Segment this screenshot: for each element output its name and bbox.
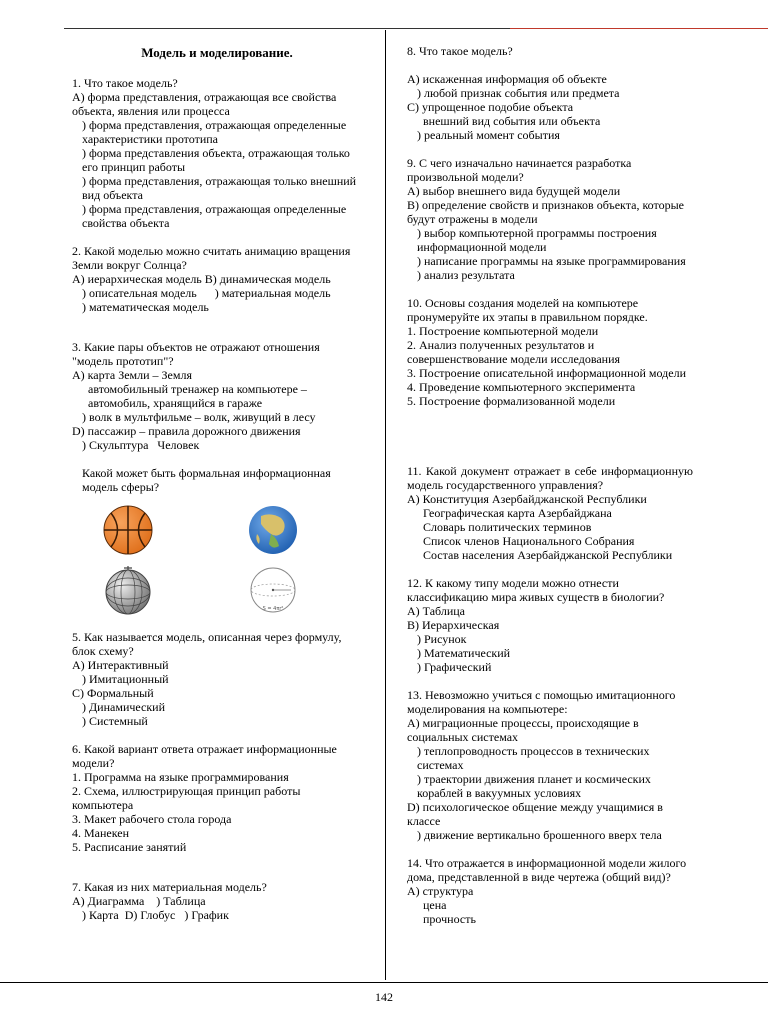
- answer-option: ) Имитационный: [82, 672, 169, 686]
- answer-option: ) описательная модель ) материальная модель: [82, 286, 331, 300]
- answer-option: ) написание программы на языке программирования: [417, 254, 686, 268]
- answer-option: C) упрощенное подобие объекта: [407, 100, 574, 114]
- right-column: [407, 44, 696, 940]
- answer-option: B) Иерархическая: [407, 618, 500, 632]
- answer-option: 5. Расписание занятий: [72, 840, 187, 854]
- question-block: [407, 856, 693, 926]
- earth-globe-image: [247, 504, 299, 556]
- question-text: 12. К какому типу модели можно отнести классификацию мира живых существ в биологии?: [407, 576, 665, 604]
- answer-option: ) реальный момент события: [417, 128, 560, 142]
- answer-option: А) Диаграмма ) Таблица: [72, 894, 206, 908]
- answer-option: 1. Программа на языке программирования: [72, 770, 289, 784]
- answer-option: 4. Манекен: [72, 826, 130, 840]
- answer-option: 3. Построение описательной информационной модели: [407, 366, 687, 380]
- question-text: 14. Что отражается в информационной модели жилого дома, представленной в виде чертежа (общий вид)?: [407, 856, 690, 884]
- answer-option: ) Рисунок: [417, 632, 467, 646]
- answer-option: D) психологическое общение между учащимися в классе: [407, 800, 666, 828]
- answer-option: прочность: [423, 912, 476, 926]
- answer-option: А) структура: [407, 884, 474, 898]
- basketball-image: [102, 504, 154, 556]
- answer-option: 2. Схема, иллюстрирующая принцип работы компьютера: [72, 784, 304, 812]
- answer-option: ) анализ результата: [417, 268, 515, 282]
- answer-option: ) математическая модель: [82, 300, 209, 314]
- question-text: 7. Какая из них материальная модель?: [72, 880, 267, 894]
- answer-option: А) миграционные процессы, происходящие в социальных системах: [407, 716, 642, 744]
- question-text: 2. Какой моделью можно считать анимацию вращения Земли вокруг Солнца?: [72, 244, 354, 272]
- answer-option: ) Системный: [82, 714, 148, 728]
- page-title: Модель и моделирование.: [141, 45, 293, 60]
- answer-option: ) теплопроводность процессов в технических системах: [417, 744, 653, 772]
- answer-option: C) Формальный: [72, 686, 154, 700]
- answer-option: ) Динамический: [82, 700, 166, 714]
- sphere-model-images: [102, 504, 362, 616]
- answer-option: ) движение вертикально брошенного вверх тела: [417, 828, 662, 842]
- question-text: 10. Основы создания моделей на компьютере пронумеруйте их этапы в правильном порядке.: [407, 296, 648, 324]
- answer-option: А) иерархическая модель B) динамическая модель: [72, 272, 331, 286]
- sphere-drawing-image: [247, 564, 299, 616]
- sphere-formula: S = 4πr²: [262, 606, 284, 612]
- question-text: 8. Что такое модель?: [407, 44, 513, 58]
- question-text: 3. Какие пары объектов не отражают отношения "модель прототип"?: [72, 340, 323, 368]
- answer-option: 5. Построение формализованной модели: [407, 394, 616, 408]
- question-block: [72, 742, 362, 854]
- answer-option: ) траектории движения планет и космических кораблей в вакуумных условиях: [417, 772, 654, 800]
- question-text: 6. Какой вариант ответа отражает информационные модели?: [72, 742, 340, 770]
- answer-option: D) пассажир – правила дорожного движения: [72, 424, 301, 438]
- answer-option: ) форма представления, отражающая только внешний вид объекта: [82, 174, 360, 202]
- question-block: [407, 72, 693, 142]
- column-divider: [385, 30, 386, 980]
- answer-option: 4. Проведение компьютерного эксперимента: [407, 380, 636, 394]
- question-block: [72, 76, 362, 230]
- question-text: Какой может быть формальная информационная модель сферы?: [82, 466, 334, 494]
- question-block: [72, 340, 362, 452]
- left-questions: [72, 76, 362, 922]
- answer-option: Состав населения Азербайджанской Республики: [423, 548, 673, 562]
- question-block: [407, 464, 696, 562]
- answer-option: ) форма представления объекта, отражающая только его принцип работы: [82, 146, 353, 174]
- question-block: [72, 466, 362, 494]
- top-rule-accent: [510, 28, 768, 29]
- page-number: 142: [375, 990, 393, 1004]
- question-text: 11. Какой документ отражает в себе информационную модель государственного управления?: [407, 464, 696, 492]
- question-block: [407, 296, 693, 408]
- answer-option: 3. Макет рабочего стола города: [72, 812, 232, 826]
- question-text: А) искаженная информация об объекте: [407, 72, 607, 86]
- answer-option: автомобильный тренажер на компьютере – автомобиль, хранящийся в гараже: [88, 382, 310, 410]
- wireframe-sphere-image: [102, 564, 154, 616]
- answer-option: ) форма представления, отражающая определенные свойства объекта: [82, 202, 350, 230]
- answer-option: А) Таблица: [407, 604, 465, 618]
- answer-option: 1. Построение компьютерной модели: [407, 324, 599, 338]
- question-block: [407, 44, 693, 58]
- question-block: [72, 244, 362, 314]
- question-block: [72, 880, 362, 922]
- answer-option: А) Интерактивный: [72, 658, 169, 672]
- answer-option: Список членов Национального Собрания: [423, 534, 635, 548]
- answer-option: А) Конституция Азербайджанской Республики: [407, 492, 647, 506]
- answer-option: ) Математический: [417, 646, 511, 660]
- answer-option: А) форма представления, отражающая все свойства объекта, явления или процесса: [72, 90, 340, 118]
- answer-option: 2. Анализ полученных результатов и совершенствование модели исследования: [407, 338, 621, 366]
- answer-option: Словарь политических терминов: [423, 520, 592, 534]
- question-text: 13. Невозможно учиться с помощью имитационного моделирования на компьютере:: [407, 688, 679, 716]
- left-column: [72, 44, 362, 936]
- answer-option: ) любой признак события или предмета: [417, 86, 620, 100]
- answer-option: А) выбор внешнего вида будущей модели: [407, 184, 621, 198]
- right-questions: [407, 44, 696, 926]
- answer-option: ) волк в мультфильме – волк, живущий в лесу: [82, 410, 316, 424]
- answer-option: А) карта Земли – Земля: [72, 368, 192, 382]
- question-block: [72, 630, 362, 728]
- question-block: [407, 576, 693, 674]
- question-block: [407, 156, 693, 282]
- question-text: 9. С чего изначально начинается разработка произвольной модели?: [407, 156, 635, 184]
- answer-option: ) Графический: [417, 660, 492, 674]
- answer-option: Географическая карта Азербайджана: [423, 506, 612, 520]
- answer-option: ) форма представления, отражающая определенные характеристики прототипа: [82, 118, 350, 146]
- answer-option: B) определение свойств и признаков объекта, которые будут отражены в модели: [407, 198, 687, 226]
- question-text: 1. Что такое модель?: [72, 76, 178, 90]
- answer-option: ) выбор компьютерной программы построения информационной модели: [417, 226, 660, 254]
- question-block: [407, 688, 693, 842]
- question-text: 5. Как называется модель, описанная через формулу, блок схему?: [72, 630, 345, 658]
- answer-option: цена: [423, 898, 447, 912]
- answer-option: ) Карта D) Глобус ) График: [82, 908, 229, 922]
- bottom-rule: [0, 982, 768, 983]
- answer-option: внешний вид события или объекта: [423, 114, 601, 128]
- answer-option: ) Скульптура Человек: [82, 438, 200, 452]
